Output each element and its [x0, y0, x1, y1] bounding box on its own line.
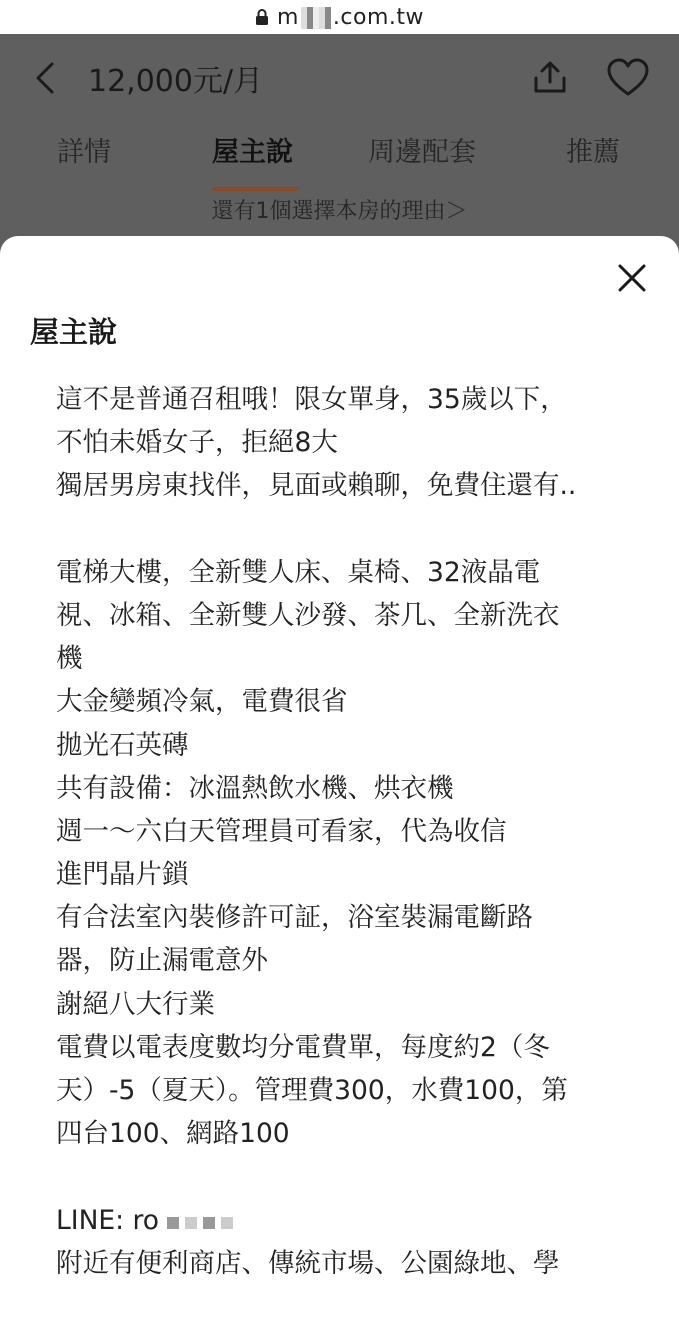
description-line: 進門晶片鎖	[56, 859, 189, 891]
description-line: 天）-5（夏天）。管理費300，水費100，第	[56, 1075, 568, 1106]
description-line: 電費以電表度數均分電費單，每度約2（冬	[56, 1031, 550, 1063]
description-line: 視、冰箱、全新雙人沙發、茶几、全新洗衣	[56, 599, 560, 631]
back-arrow-icon[interactable]	[30, 58, 64, 98]
description-line: 電梯大樓，全新雙人床、桌椅、32液晶電	[56, 556, 541, 588]
description-line: 器，防止漏電意外	[56, 945, 268, 977]
description-line: 拋光石英磚	[56, 729, 189, 761]
active-tab-indicator	[212, 187, 298, 191]
redacted-block	[167, 1199, 239, 1242]
owner-description	[56, 378, 656, 1285]
description-line: 附近有便利商店、傳統市場、公園綠地、學	[56, 1247, 560, 1279]
description-line: 不怕未婚女子，拒絕8大	[56, 427, 338, 459]
tab-surroundings[interactable]: 周邊配套	[368, 137, 476, 168]
tab-owner-says[interactable]: 屋主說	[212, 137, 293, 168]
description-line: 有合法室內裝修許可証，浴室裝漏電斷路	[56, 902, 533, 934]
description-line: 共有設備：冰溫熱飲水機、烘衣機	[56, 772, 454, 804]
line-contact: LINE: ro	[56, 1199, 656, 1242]
listing-header	[0, 34, 679, 234]
tab-details[interactable]: 詳情	[57, 137, 111, 168]
redacted-block	[301, 7, 331, 29]
blank-line	[56, 1155, 656, 1198]
close-icon[interactable]	[612, 258, 652, 298]
description-line: 獨居男房東找伴，見面或賴聊，免費住還有..	[56, 470, 577, 502]
description-line: 謝絕八大行業	[56, 988, 215, 1020]
owner-says-modal	[0, 236, 679, 1336]
description-line: 四台100、網路100	[56, 1118, 290, 1150]
address-bar[interactable]	[0, 0, 679, 34]
url-text: m .com.tw	[276, 4, 425, 30]
blank-line	[56, 508, 656, 551]
description-line: 大金變頻冷氣，電費很省	[56, 686, 348, 718]
modal-title: 屋主說	[30, 315, 118, 349]
description-line: 這不是普通召租哦！限女單身，35歲以下，	[56, 384, 567, 415]
share-icon[interactable]	[530, 58, 570, 98]
lock-icon	[255, 9, 269, 25]
tab-recommend[interactable]: 推薦	[566, 137, 620, 168]
description-line: 機	[56, 643, 83, 675]
price-title: 12,000元/月	[88, 64, 264, 99]
reason-link[interactable]: 還有1個選擇本房的理由＞	[211, 199, 468, 224]
favorite-heart-icon[interactable]	[606, 58, 650, 98]
description-line: 週一～六白天管理員可看家，代為收信	[56, 815, 507, 847]
section-tabs	[0, 130, 679, 190]
